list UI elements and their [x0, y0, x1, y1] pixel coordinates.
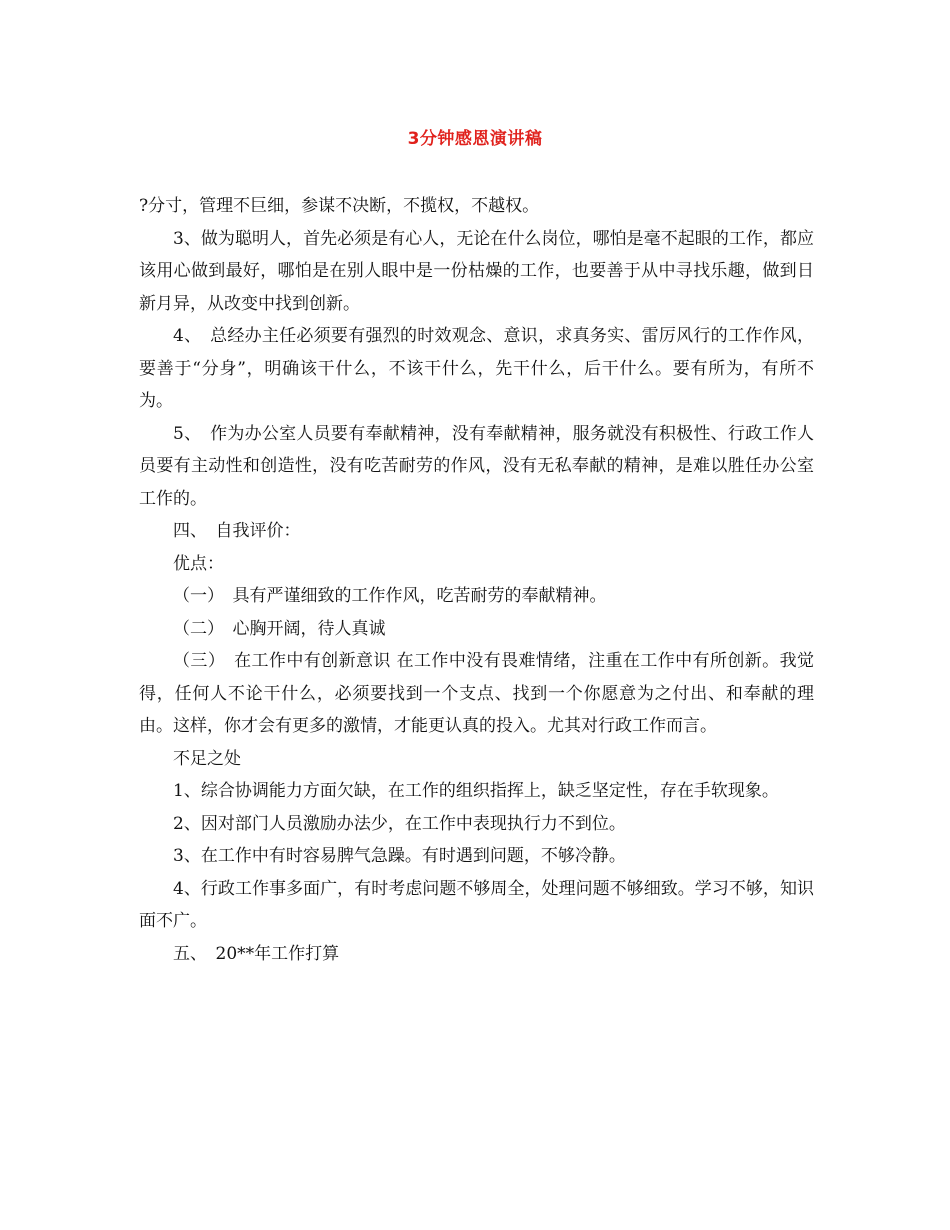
- list-item: （一） 具有严谨细致的工作作风，吃苦耐劳的奉献精神。: [173, 586, 607, 606]
- paragraph: 4、 总经办主任必须要有强烈的时效观念、意识，求真务实、雷厉风行的工作作风，要善于“分身”，明确该干什么，不该干什么，先干什么，后干什么。要有所为，有所不为。: [139, 326, 814, 411]
- subheading: 不足之处: [173, 748, 241, 769]
- document-title: 3分钟感恩演讲稿: [407, 129, 543, 149]
- document-body: [139, 190, 814, 970]
- subheading: 优点：: [173, 553, 224, 574]
- list-item: （三） 在工作中有创新意识 在工作中没有畏难情绪，注重在工作中有所创新。我觉得，任何人不论干什么，必须要找到一个支点、找到一个你愿意为之付出、和奉献的理由。这样，你才会有更多的激情，才能更认真的投入。尤其对行政工作而言。: [139, 651, 814, 736]
- section-heading: 五、 20**年工作打算: [173, 943, 340, 964]
- paragraph: ?分寸，管理不巨细，参谋不决断，不揽权，不越权。: [139, 196, 540, 216]
- paragraph: 3、做为聪明人，首先必须是有心人，无论在什么岗位，哪怕是毫不起眼的工作，都应该用心做到最好，哪怕是在别人眼中是一份枯燥的工作，也要善于从中寻找乐趣，做到日新月异，从改变中找到创新。: [139, 228, 814, 314]
- list-item: 4、行政工作事多面广，有时考虑问题不够周全，处理问题不够细致。学习不够，知识面不广。: [139, 878, 814, 931]
- list-item: （二） 心胸开阔，待人真诚: [173, 618, 386, 639]
- list-item: 2、因对部门人员激励办法少，在工作中表现执行力不到位。: [173, 813, 626, 834]
- section-heading: 四、 自我评价：: [173, 521, 301, 541]
- list-item: 3、在工作中有时容易脾气急躁。有时遇到问题，不够冷静。: [173, 846, 626, 866]
- list-item: 1、综合协调能力方面欠缺，在工作的组织指挥上，缺乏坚定性，存在手软现象。: [173, 781, 779, 801]
- paragraph: 5、 作为办公室人员要有奉献精神，没有奉献精神，服务就没有积极性、行政工作人员要有主动性和创造性，没有吃苦耐劳的作风，没有无私奉献的精神，是难以胜任办公室工作的。: [139, 423, 814, 509]
